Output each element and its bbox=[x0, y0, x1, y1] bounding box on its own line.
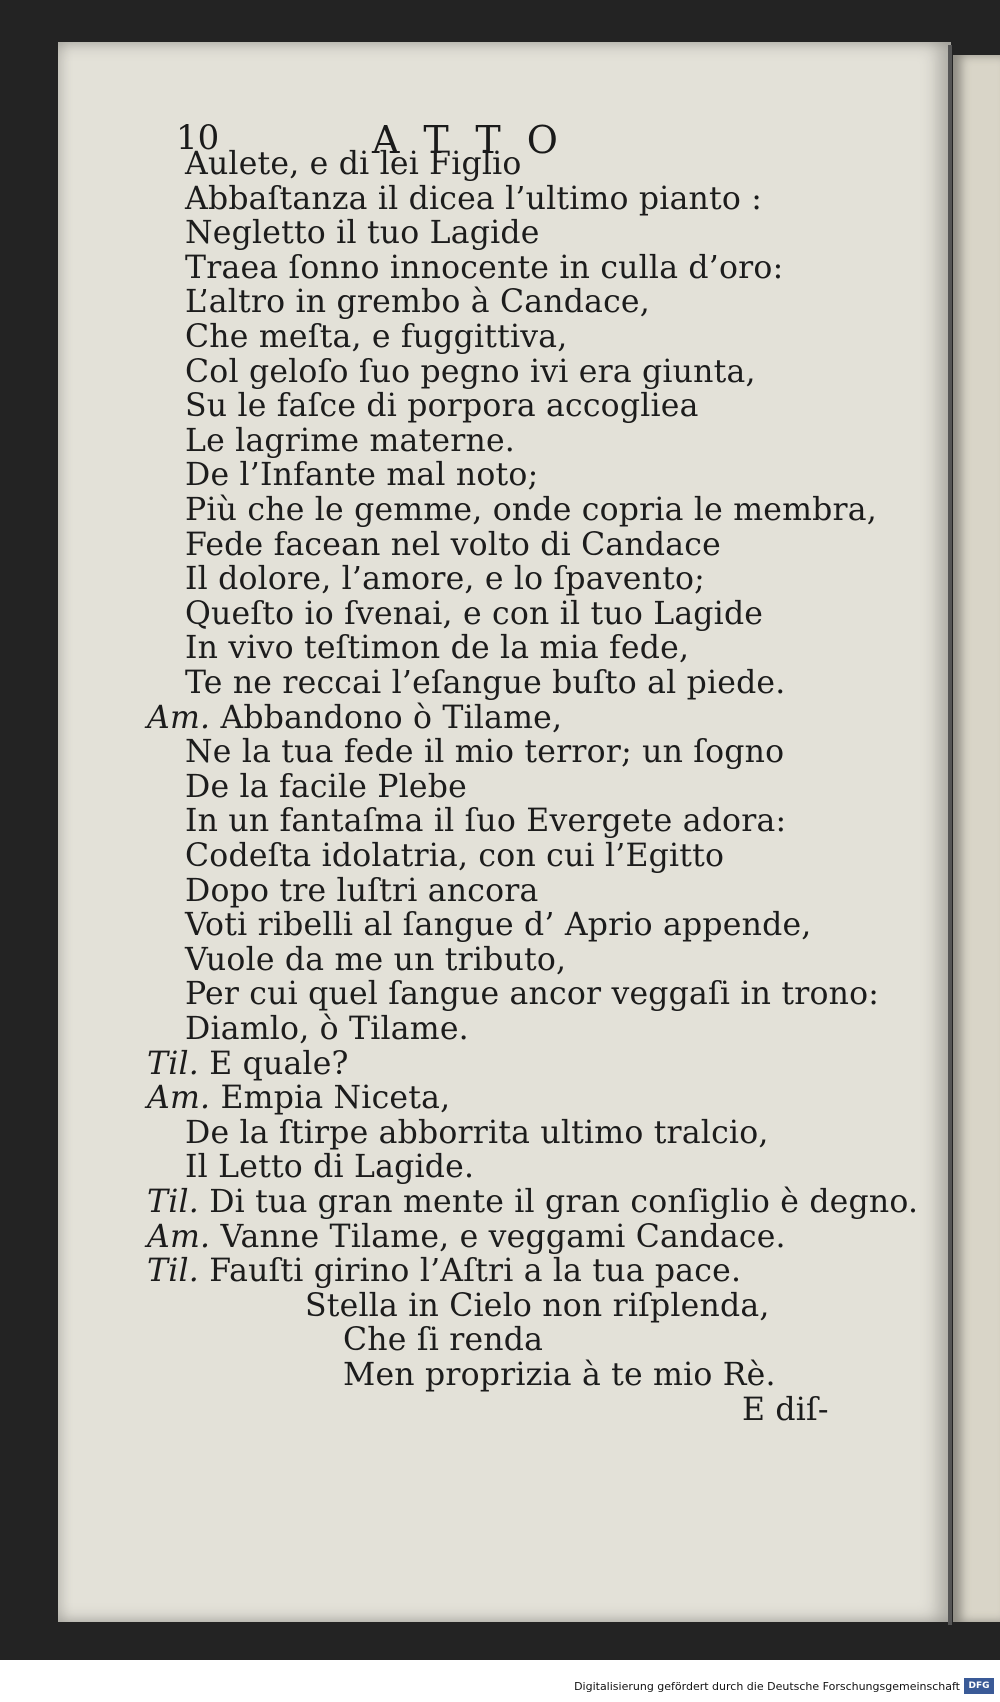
verse-line bbox=[185, 354, 756, 390]
verse-text-span: Negletto il tuo Lagide bbox=[185, 215, 540, 252]
verse-line bbox=[185, 907, 812, 943]
dfg-logo: DFG bbox=[964, 1678, 994, 1694]
verse-text-span: Più che le gemme, onde copria le membra, bbox=[185, 492, 877, 528]
verse-line bbox=[343, 1357, 776, 1393]
verse-line bbox=[185, 838, 724, 874]
verse-text-span: In un fantaſma il ſuo Evergete adora: bbox=[185, 803, 787, 840]
verse-text-span: Aulete, e di lei Figlio bbox=[185, 146, 522, 182]
verse-line bbox=[185, 181, 762, 217]
verse-text-span: Abbandono ò Tilame, bbox=[220, 699, 563, 736]
verse-line bbox=[185, 665, 786, 701]
verse-text-span: Vanne Tilame, e veggami Candace. bbox=[220, 1218, 786, 1255]
verse-line bbox=[147, 1219, 786, 1255]
verse-line bbox=[185, 527, 721, 563]
speaker-label: Til. bbox=[147, 1184, 210, 1220]
verse-line bbox=[185, 1115, 769, 1151]
verse-line bbox=[185, 1011, 469, 1047]
next-page-edge bbox=[953, 55, 1000, 1622]
verse-text-span: Dopo tre luſtri ancora bbox=[185, 872, 539, 909]
verse-text-span: Il Letto di Lagide. bbox=[185, 1149, 475, 1186]
verse-text-span: Traea ſonno innocente in culla d’oro: bbox=[185, 249, 784, 286]
verse-text-span: Vuole da me un tributo, bbox=[185, 941, 567, 978]
digitization-footer bbox=[0, 1660, 1000, 1702]
verse-text-span: De la facile Plebe bbox=[185, 768, 467, 805]
verse-text-span: Diamlo, ò Tilame. bbox=[185, 1011, 469, 1047]
verse-text-span: Voti ribelli al ſangue d’ Aprio appende, bbox=[185, 907, 812, 944]
verse-line bbox=[185, 803, 786, 839]
verse-line bbox=[185, 596, 763, 632]
verse-line bbox=[185, 215, 540, 251]
verse-text-span: Col geloſo ſuo pegno ivi era giunta, bbox=[185, 353, 756, 390]
verse-text-span: Te ne reccai l’eſangue buſto al piede. bbox=[185, 665, 786, 701]
speaker-label: Am. bbox=[147, 699, 221, 736]
verse-line bbox=[185, 492, 877, 528]
verse-text-span: Abbaſtanza il dicea l’ultimo pianto : bbox=[185, 180, 763, 217]
speaker-label: Am. bbox=[147, 1080, 221, 1117]
verse-text-span: Fede facean nel volto di Candace bbox=[185, 526, 721, 563]
verse-line bbox=[147, 1046, 349, 1082]
speaker-label: Til. bbox=[147, 1045, 210, 1082]
page-number: 10 bbox=[176, 118, 220, 158]
verse-line bbox=[185, 873, 538, 909]
funding-credit: Digitalisierung gefördert durch die Deutsche Forschungsgemeinschaft bbox=[574, 1680, 960, 1693]
verse-text-span: L’altro in grembo à Candace, bbox=[185, 284, 650, 321]
verse-line bbox=[185, 734, 784, 770]
verse-line bbox=[147, 1184, 918, 1220]
verse-text-span: Le lagrime materne. bbox=[185, 422, 515, 459]
verse-text-span: De l’Infante mal noto; bbox=[185, 457, 539, 494]
verse-line bbox=[185, 319, 567, 355]
verse-line bbox=[305, 1288, 770, 1324]
verse-line bbox=[185, 457, 538, 493]
verse-text-span: In vivo teſtimon de la mia fede, bbox=[185, 630, 690, 667]
verse-text-span: Che meſta, e fuggittiva, bbox=[185, 319, 568, 355]
page-edge bbox=[948, 45, 952, 1625]
verse-line bbox=[185, 1149, 474, 1185]
verse-text-span: Di tua gran mente il gran conſiglio è degno. bbox=[209, 1184, 919, 1220]
verse-line bbox=[185, 284, 650, 320]
verse-text-span: Empia Niceta, bbox=[220, 1080, 451, 1117]
verse-line bbox=[185, 976, 879, 1012]
verse-line bbox=[185, 561, 705, 597]
verse-line bbox=[147, 1253, 741, 1289]
catchword: E diſ- bbox=[742, 1391, 829, 1428]
verse-text-span: Men proprizia à te mio Rè. bbox=[343, 1357, 776, 1393]
verse-line bbox=[185, 423, 515, 459]
verse-text-span: Che ſi renda bbox=[343, 1322, 544, 1359]
verse-text-span: Su le faſce di porpora accogliea bbox=[185, 388, 699, 425]
verse-text-span: De la ſtirpe abborrita ultimo tralcio, bbox=[185, 1114, 769, 1151]
verse-text-span: Per cui quel ſangue ancor veggaſi in trono: bbox=[185, 976, 880, 1013]
running-head: ATTO bbox=[372, 118, 584, 162]
verse-line bbox=[185, 388, 699, 424]
verse-text-span: Stella in Cielo non riſplenda, bbox=[305, 1287, 770, 1324]
speaker-label: Til. bbox=[147, 1253, 210, 1290]
verse-text-span: Il dolore, l’amore, e lo ſpavento; bbox=[185, 561, 705, 598]
verse-line bbox=[185, 942, 566, 978]
verse-text-span: Queſto io ſvenai, e con il tuo Lagide bbox=[185, 595, 764, 632]
verse-line bbox=[185, 630, 689, 666]
verse-line bbox=[185, 146, 522, 182]
verse-text-span: E quale? bbox=[209, 1045, 349, 1082]
verse-text-span: Fauſti girino l’Aſtri a la tua pace. bbox=[209, 1253, 742, 1290]
verse-line bbox=[147, 1080, 450, 1116]
verse-line bbox=[185, 769, 467, 805]
verse-line bbox=[343, 1322, 543, 1358]
verse-line bbox=[185, 250, 783, 286]
speaker-label: Am. bbox=[147, 1218, 221, 1255]
verse-text-span: Ne la tua fede il mio terror; un ſogno bbox=[185, 734, 785, 771]
verse-line bbox=[147, 700, 562, 736]
verse-text-span: Codeſta idolatria, con cui l’Egitto bbox=[185, 838, 725, 874]
